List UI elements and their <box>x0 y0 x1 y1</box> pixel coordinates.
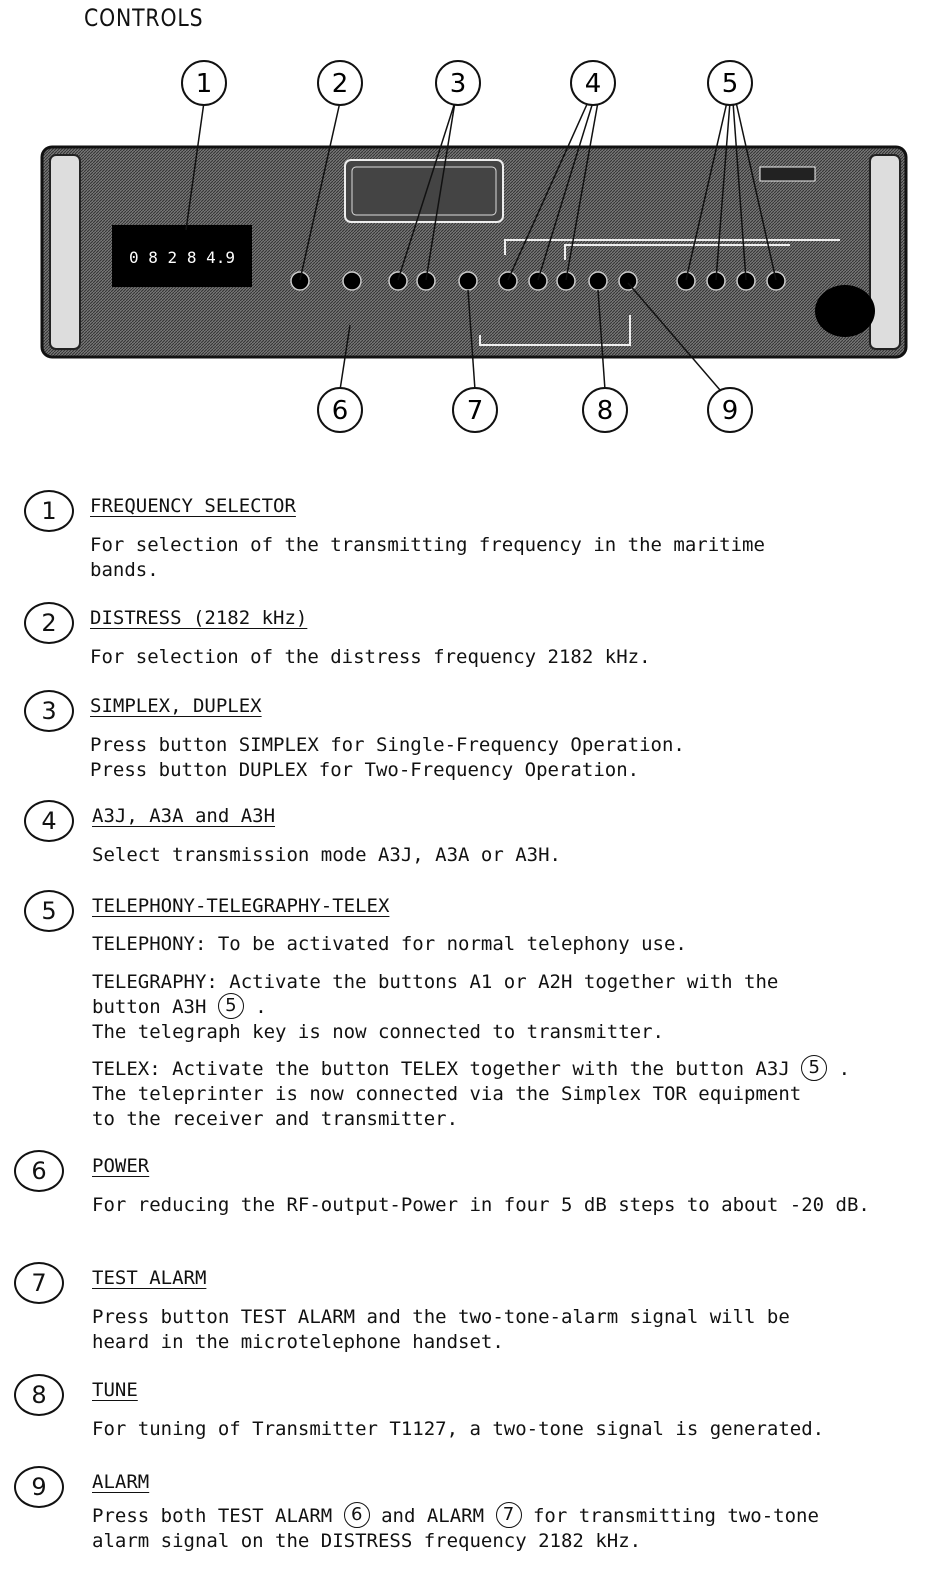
item-title: POWER <box>92 1155 150 1177</box>
item-description-line: For reducing the RF-output-Power in four 5 dB steps to about -20 dB. <box>92 1194 870 1216</box>
item-description-line: For tuning of Transmitter T1127, a two-tone signal is generated. <box>92 1418 825 1440</box>
item-title: ALARM <box>92 1471 150 1493</box>
item-title: TELEPHONY-TELEGRAPHY-TELEX <box>92 895 390 917</box>
right-handle <box>870 155 900 349</box>
item-number-circle: 6 <box>14 1150 64 1192</box>
item-description-line <box>92 1057 850 1082</box>
item-description-line: bands. <box>90 559 159 581</box>
callout-number: 3 <box>449 69 467 99</box>
reference-circle: 5 <box>801 1055 827 1081</box>
item-description-line: For selection of the transmitting frequency in the maritime <box>90 534 765 556</box>
callout-number: 5 <box>721 69 739 99</box>
item-title: FREQUENCY SELECTOR <box>90 495 296 517</box>
callout-number: 4 <box>584 69 602 99</box>
callout-number: 9 <box>721 396 739 426</box>
volume-knob <box>815 285 875 337</box>
item-description-line: The telegraph key is now connected to transmitter. <box>92 1021 664 1043</box>
reference-circle: 6 <box>344 1502 370 1528</box>
callout-number: 7 <box>466 396 484 426</box>
item-description-line <box>92 995 267 1020</box>
panel-button <box>529 272 547 290</box>
reference-circle: 5 <box>218 993 244 1019</box>
item-number-circle: 7 <box>14 1262 64 1304</box>
item-title: DISTRESS (2182 kHz) <box>90 607 308 629</box>
callout-number: 6 <box>331 396 349 426</box>
item-description-line: TELEGRAPHY: Activate the buttons A1 or A2H together with the <box>92 971 779 993</box>
panel-button <box>619 272 637 290</box>
item-description-line: heard in the microtelephone handset. <box>92 1331 504 1353</box>
item-title: TEST ALARM <box>92 1267 207 1289</box>
item-description-line: Press button TEST ALARM and the two-tone-alarm signal will be <box>92 1306 790 1328</box>
text-span: button A3H <box>92 996 218 1018</box>
panel-button <box>767 272 785 290</box>
text-span: and ALARM <box>369 1505 496 1527</box>
item-number-circle: 8 <box>14 1374 64 1416</box>
item-description-line: The teleprinter is now connected via the Simplex TOR equipment <box>92 1083 802 1105</box>
item-description-line: TELEPHONY: To be activated for normal telephony use. <box>92 933 687 955</box>
text-span: . <box>827 1058 851 1080</box>
item-title: A3J, A3A and A3H <box>92 805 276 827</box>
panel-button <box>677 272 695 290</box>
item-description-line: to the receiver and transmitter. <box>92 1108 459 1130</box>
text-span: for transmitting two-tone <box>521 1505 819 1527</box>
item-number-circle: 5 <box>24 890 74 932</box>
item-title: TUNE <box>92 1379 138 1401</box>
text-span: . <box>243 996 267 1018</box>
item-description-line: Select transmission mode A3J, A3A or A3H. <box>92 844 561 866</box>
panel-button <box>343 272 361 290</box>
left-handle <box>50 155 80 349</box>
item-description-line: For selection of the distress frequency 2182 kHz. <box>90 646 651 668</box>
panel-button <box>291 272 309 290</box>
item-number-circle: 2 <box>24 602 74 644</box>
item-description-line: Press button DUPLEX for Two-Frequency Operation. <box>90 759 640 781</box>
radio-front-panel-figure <box>0 55 950 445</box>
page-heading: CONTROLS <box>84 4 204 32</box>
panel-button <box>499 272 517 290</box>
item-number-circle: 9 <box>14 1466 64 1508</box>
item-title: SIMPLEX, DUPLEX <box>90 695 262 717</box>
panel-button <box>557 272 575 290</box>
frequency-display-readout: 0 8 2 8 4.9 <box>129 248 235 267</box>
item-description-line <box>92 1504 819 1529</box>
callout-number: 2 <box>331 69 349 99</box>
item-description-line: alarm signal on the DISTRESS frequency 2182 kHz. <box>92 1530 642 1552</box>
callout-number: 1 <box>195 69 213 99</box>
text-span: Press both TEST ALARM <box>92 1505 344 1527</box>
panel-button <box>417 272 435 290</box>
panel-button <box>589 272 607 290</box>
panel-button <box>389 272 407 290</box>
item-number-circle: 3 <box>24 690 74 732</box>
panel-button <box>459 272 477 290</box>
item-number-circle: 1 <box>24 490 74 532</box>
text-span: TELEX: Activate the button TELEX together with the button A3J <box>92 1058 802 1080</box>
reference-circle: 7 <box>496 1502 522 1528</box>
item-number-circle: 4 <box>24 800 74 842</box>
item-description-line: Press button SIMPLEX for Single-Frequency Operation. <box>90 734 685 756</box>
callout-number: 8 <box>596 396 614 426</box>
